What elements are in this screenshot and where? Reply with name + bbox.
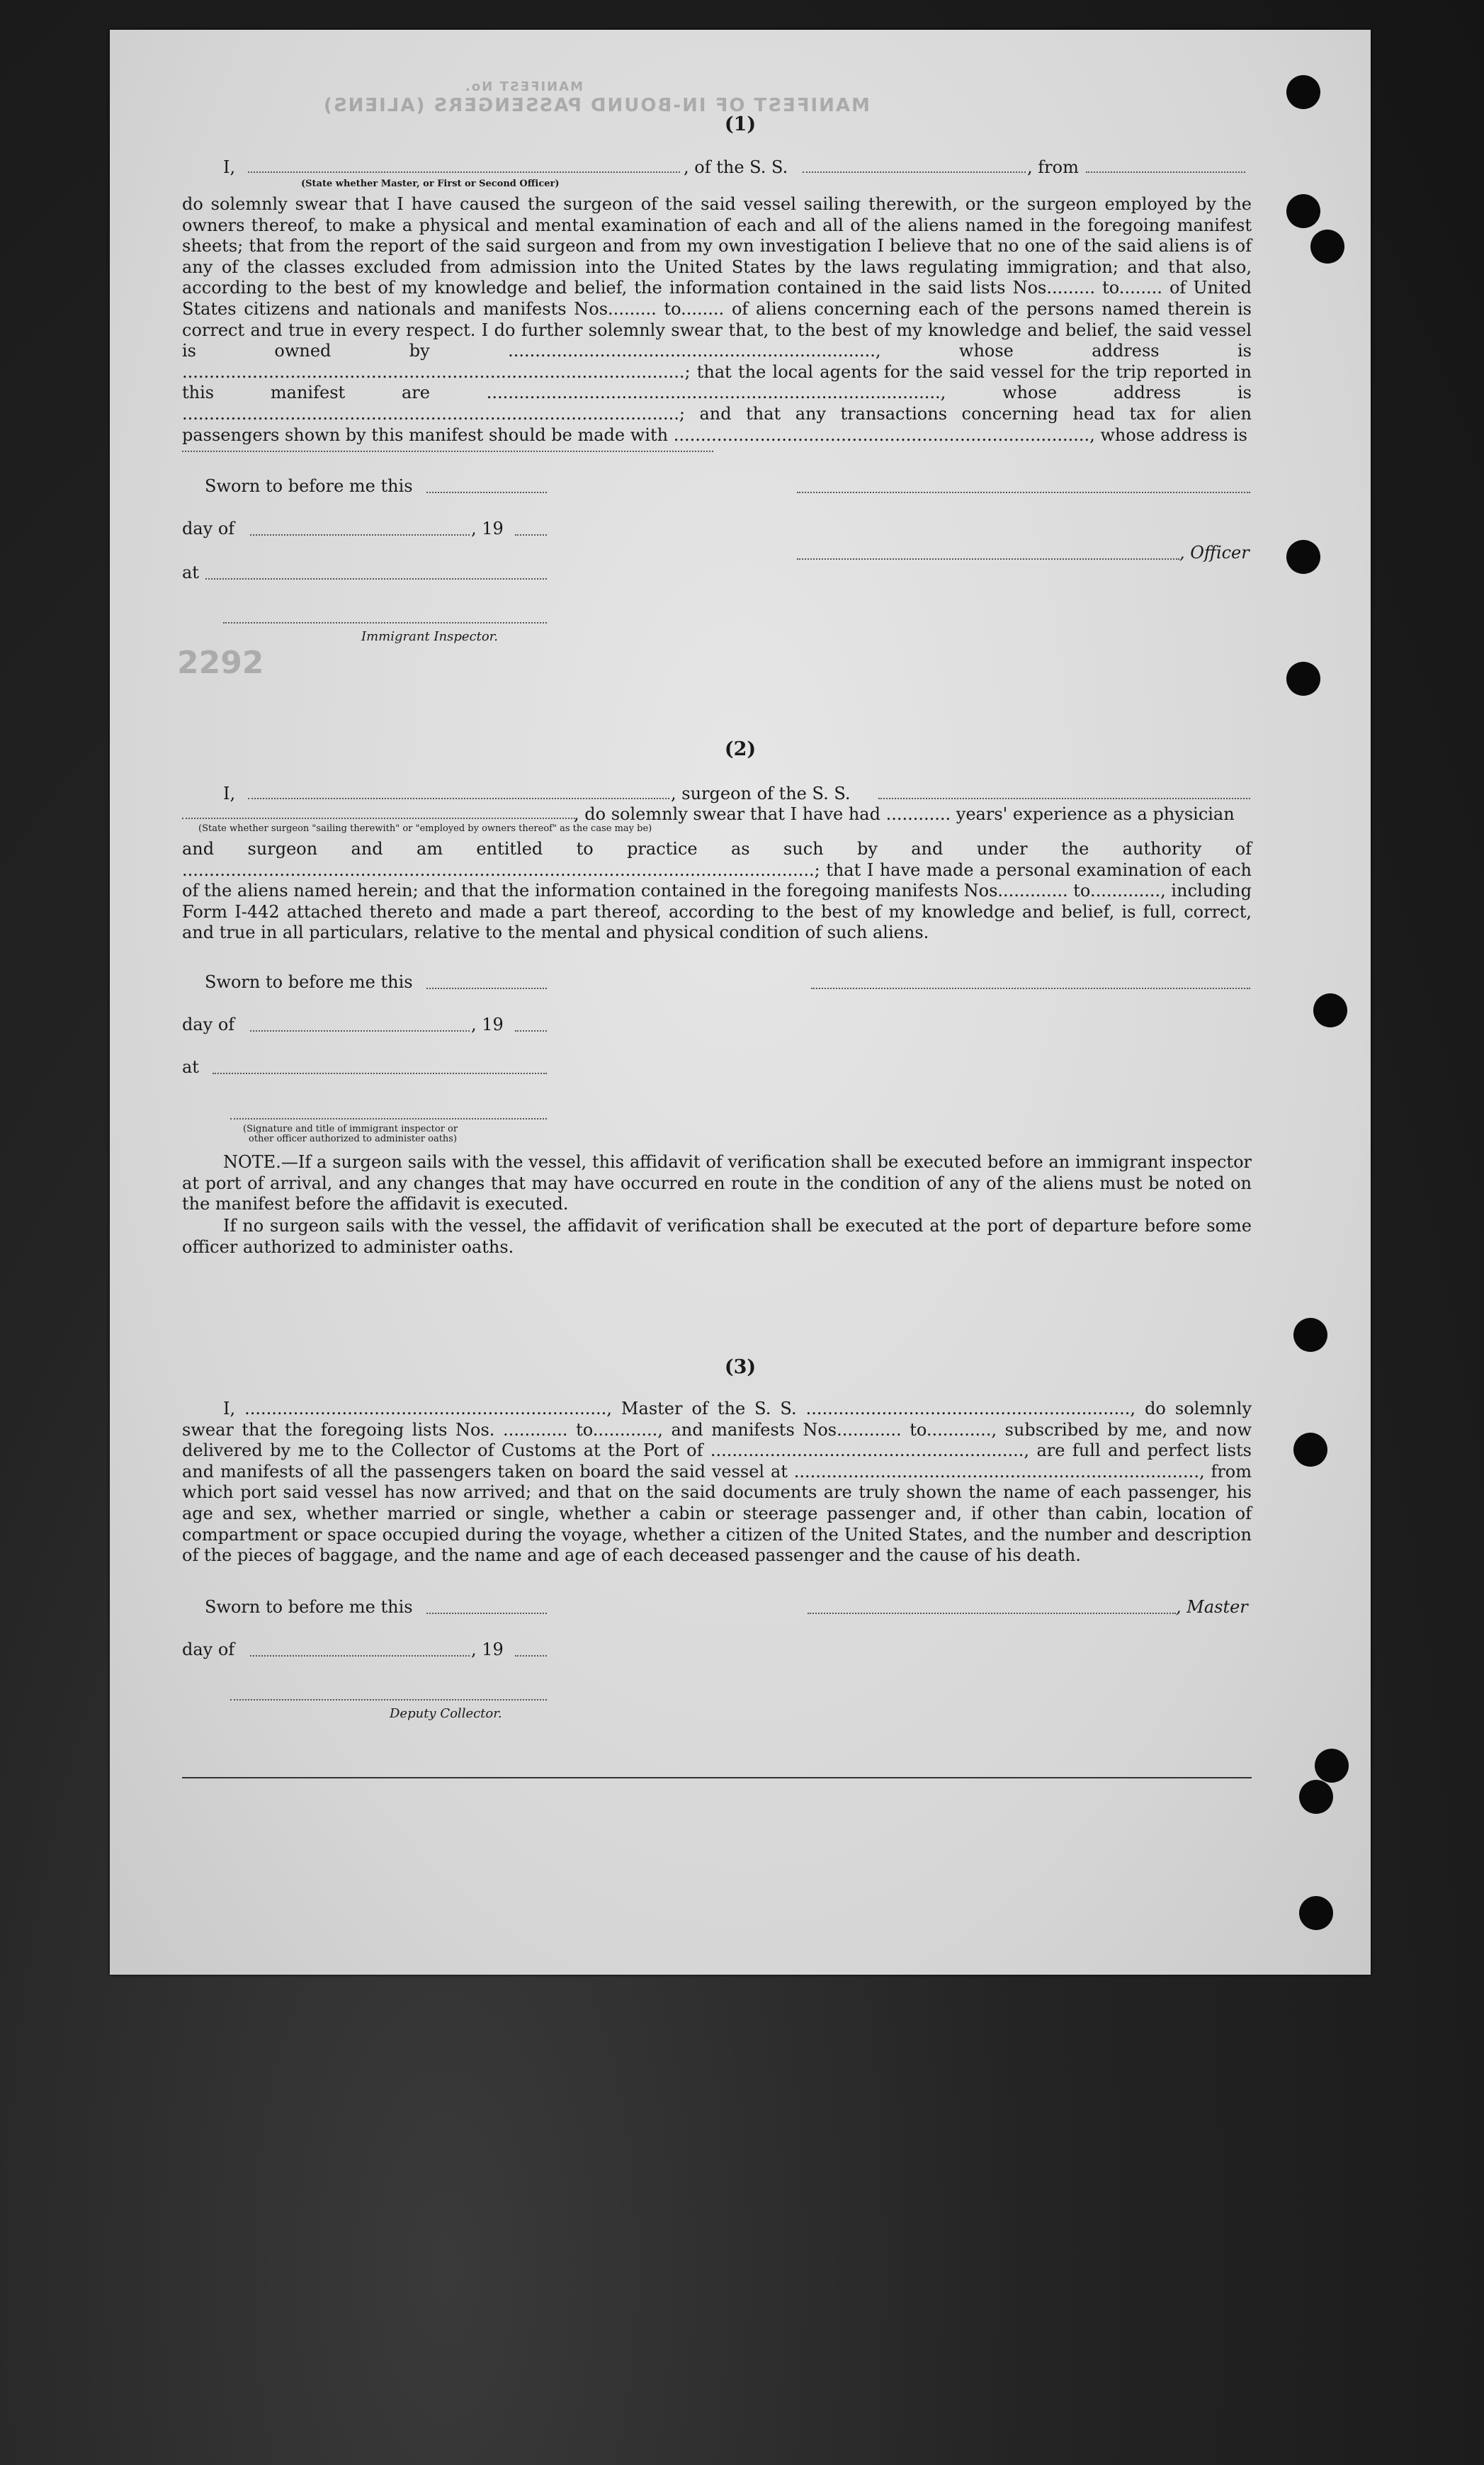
year-label: , 19 [471,519,504,538]
from-label: , from [1027,157,1079,177]
surgeon-of-label: , surgeon of the S. S. [671,784,851,803]
note-label: NOTE. [223,1152,281,1172]
surgeon-name-blank [248,798,669,799]
punch-hole [1286,194,1320,228]
sworn-label: Sworn to before me this [205,476,413,496]
surgeon-swear: , do solemnly swear that I have had ............ years' experience as a physician [574,804,1235,824]
officer-caption: (State whether Master, or First or Second Officer) [301,179,560,189]
section-number: (3) [724,1356,757,1378]
day-blank [250,1655,470,1657]
collector-blank [230,1699,547,1700]
bleed-through-text: MANIFEST No. [464,79,583,94]
year-label: , 19 [471,1640,504,1659]
punch-hole [1313,993,1347,1027]
surgeon-caption: (State whether surgeon "sailing therewith" or "employed by owners thereof" as the case may be) [198,823,652,834]
signature-blank [811,988,1250,989]
section2-body: and surgeon and am entitled to practice as such by and under the authority of .....................................................................................................................; that I have made a personal examination of each of the aliens named herein; and that the information contained in the foregoing manifests Nos............. to............., including Form I-442 attached thereto and made a part thereof, according to the best of my knowledge and belief, is full, correct, and true in all particulars, relative to the mental and physical condition of such aliens. [182,839,1252,943]
year-blank [515,1655,547,1657]
from-blank [1086,171,1245,173]
sworn-label: Sworn to before me this [205,972,413,992]
section3-body: I, ..................................................................., Master of the S. S. ............................................................, do solemnly swear that the foregoing lists Nos. ............ to............, and manifests Nos............ to............, subscribed by me, and now delivered by me to the Collector of Customs at the Port of .........................................................., are full and perfect lists and manifests of all the passengers taken on board the said vessel at ..........................................................................., from which port said vessel has now arrived; and that on the said documents are truly shown the name of each passenger, his age and sex, whether married or single, whether a cabin or steerage passenger and, if other than cabin, location of compartment or space occupied during the voyage, whether a citizen of the United States, and the number and description of the pieces of baggage, and the name and age of each deceased passenger and the cause of his death. [182,1399,1252,1566]
note-paragraph [182,1152,1252,1215]
sworn-blank [426,988,547,989]
at-label: at [182,563,199,582]
note-text: —If a surgeon sails with the vessel, this affidavit of verification shall be executed before an immigrant inspector at port of arrival, and any changes that may have occurred en route in the condition of any of the aliens must be noted on the manifest before the affidavit is executed. [182,1152,1252,1214]
section1-opening: I, [223,157,236,177]
officer-blank [797,558,1179,560]
inspector-blank [223,622,547,624]
punch-hole [1299,1780,1333,1814]
year-blank [515,1030,547,1032]
section-number: (1) [724,113,757,135]
punch-hole [1310,230,1344,264]
vessel-blank [803,171,1026,173]
inspector-caption: Immigrant Inspector. [361,629,499,644]
bleed-through-text: MANIFEST OF IN-BOUND PASSENGERS (ALIENS) [322,95,870,116]
officer-label: , Officer [1179,543,1250,563]
surgeon-type-blank [182,818,575,819]
punch-hole [1293,1318,1327,1352]
stamp-number: 2292 [177,645,264,681]
section-number: (2) [724,738,757,760]
punch-hole [1286,540,1320,574]
section2-opening: I, [223,784,236,803]
bottom-rule [182,1777,1252,1778]
name-blank [248,171,680,173]
at-blank [213,1073,547,1074]
at-label: at [182,1057,199,1077]
punch-hole [1299,1896,1333,1930]
signature-caption: other officer authorized to administer oaths) [249,1134,458,1144]
day-of-label: day of [182,1015,235,1034]
sworn-blank [426,492,547,493]
year-label: , 19 [471,1015,504,1034]
master-signature-blank [808,1613,1176,1614]
address-blank [182,451,713,452]
day-of-label: day of [182,1640,235,1659]
at-blank [205,578,547,580]
year-blank [515,534,547,536]
section1-body: do solemnly swear that I have caused the surgeon of the said vessel sailing therewith, or the surgeon employed by the owners thereof, to make a physical and mental examination of each and all of the aliens named in the foregoing manifest sheets; that from the report of the said surgeon and from my own investigation I believe that no one of the said aliens is of any of the classes excluded from admission into the United States by the laws regulating immigration; and that also, according to the best of my knowledge and belief, the information contained in the said lists Nos......... to........ of United States citizens and nationals and manifests Nos......... to........ of aliens concerning each of the persons named therein is correct and true in every respect. I do further solemnly swear that, to the best of my knowledge and belief, the said vessel is owned by ...................................................................., whose address is .............................................................................................; that the local agents for the said vessel for the trip reported in this manifest are ...................................................................................., whose address is ............................................................................................; and that any transactions concerning head tax for alien passengers shown by this manifest should be made with ............................................................................., whose address is [182,194,1252,445]
deputy-caption: Deputy Collector. [390,1706,502,1721]
punch-hole [1286,75,1320,109]
day-of-label: day of [182,519,235,538]
punch-hole [1293,1433,1327,1467]
manifest-back-page [110,30,1371,1975]
punch-hole [1315,1749,1349,1783]
punch-hole [1286,662,1320,696]
signature-caption: (Signature and title of immigrant inspector or [243,1124,458,1134]
note2-paragraph: If no surgeon sails with the vessel, the affidavit of verification shall be executed at the port of departure before some officer authorized to administer oaths. [182,1216,1252,1257]
signature-blank [797,492,1250,493]
oath-signature-blank [230,1118,547,1119]
day-blank [250,534,470,536]
surgeon-vessel-blank [878,798,1250,799]
day-blank [250,1030,470,1032]
sworn-blank [426,1613,547,1614]
sworn-label: Sworn to before me this [205,1597,413,1617]
of-ss-label: , of the S. S. [684,157,788,177]
master-label: , Master [1176,1597,1248,1617]
